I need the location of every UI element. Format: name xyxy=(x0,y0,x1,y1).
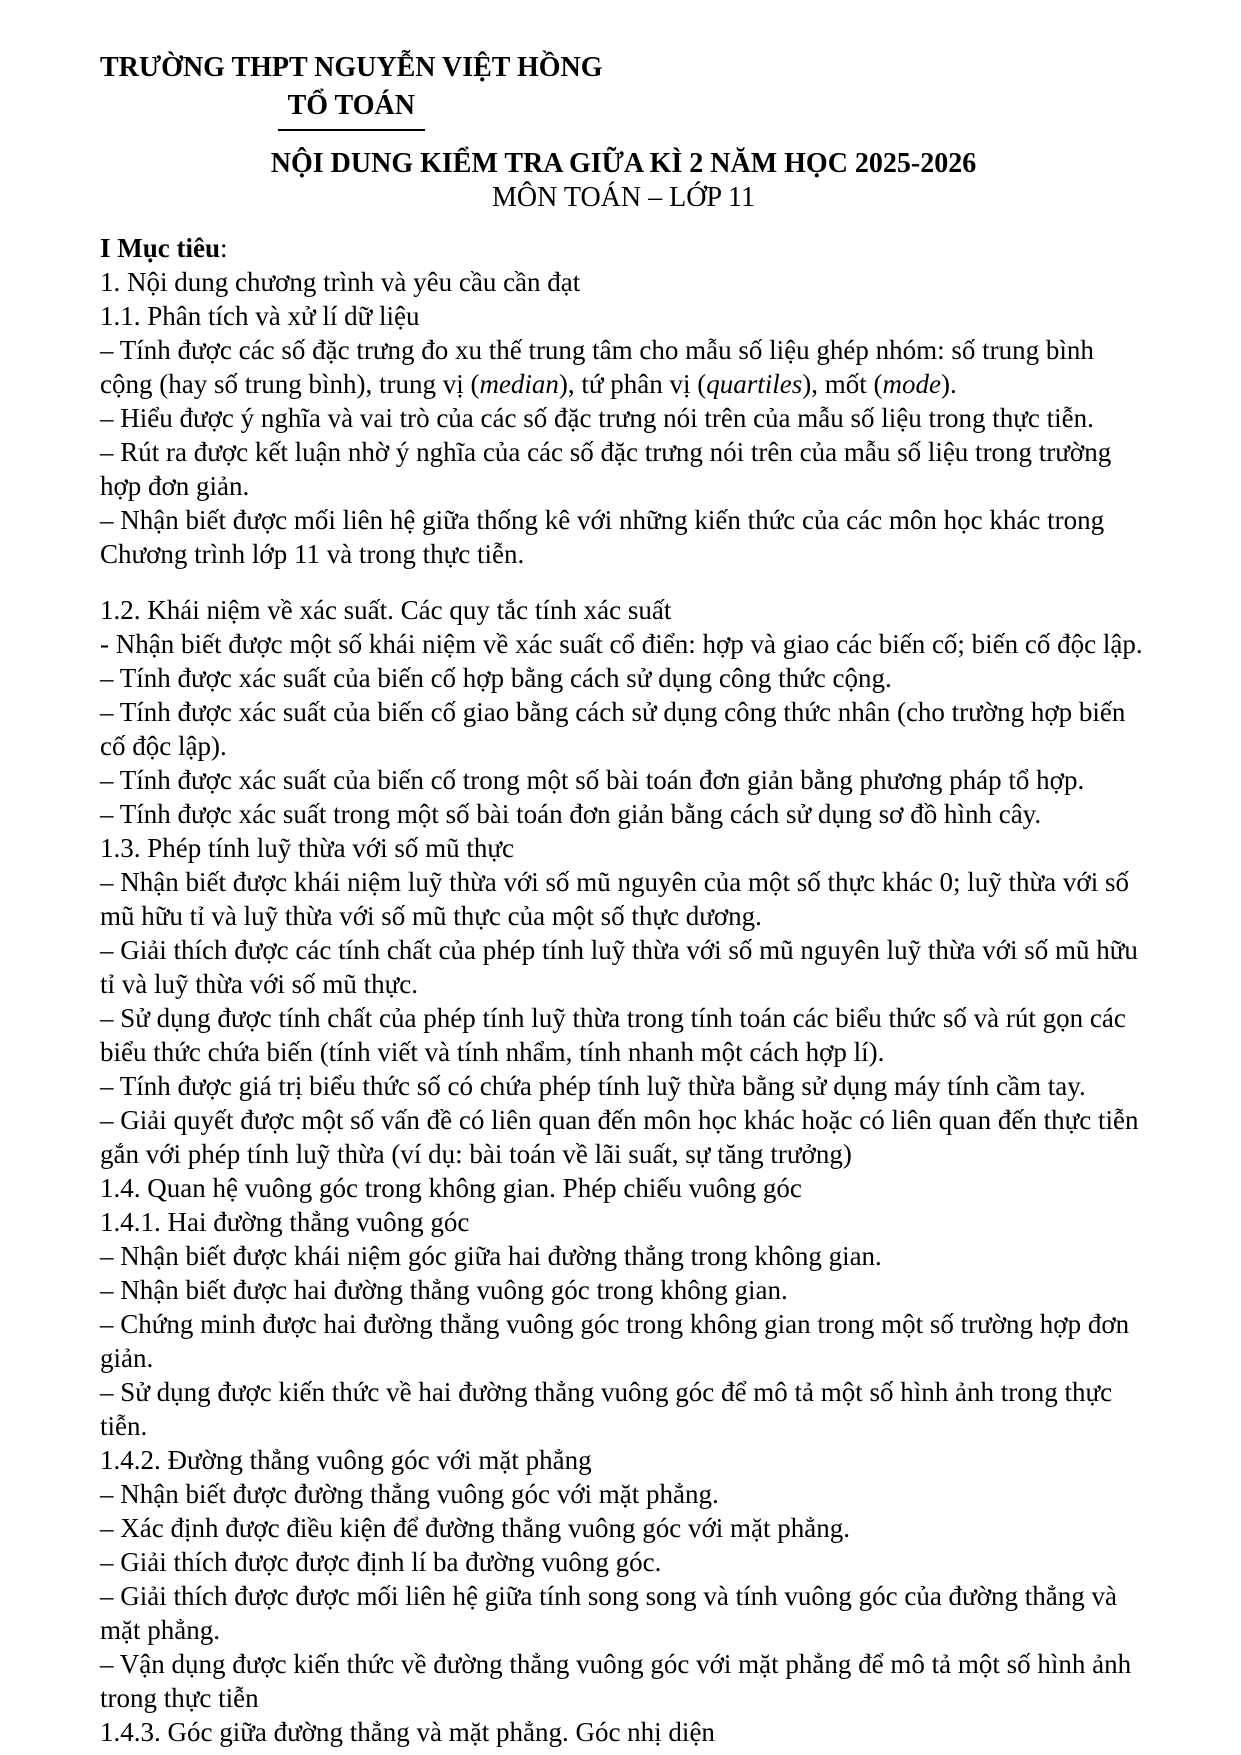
text-segment: – Vận dụng được kiến thức về đường thẳng vuông góc với mặt phẳng để mô tả một số hình ảnh trong thực tiễn xyxy=(100,1649,1132,1713)
bullet-item xyxy=(100,695,1147,763)
bullet-item xyxy=(100,1477,1147,1511)
italic-term: mode xyxy=(882,369,942,399)
subsection-heading xyxy=(100,1715,1147,1749)
text-segment: 1.4. Quan hệ vuông góc trong không gian. Phép chiếu vuông góc xyxy=(100,1173,802,1203)
text-segment: – Nhận biết được khái niệm góc giữa hai đường thẳng trong không gian. xyxy=(100,1241,882,1271)
text-segment: – Chứng minh được hai đường thẳng vuông góc trong không gian trong một số trường hợp đơn giản. xyxy=(100,1309,1130,1373)
subsection-heading xyxy=(100,831,1147,865)
text-segment: 1.4.2. Đường thẳng vuông góc với mặt phẳng xyxy=(100,1445,592,1475)
text-segment: – Sử dụng được kiến thức về hai đường thẳng vuông góc để mô tả một số hình ảnh trong thực tiễn. xyxy=(100,1377,1113,1441)
text-segment: – Nhận biết được hai đường thẳng vuông góc trong không gian. xyxy=(100,1275,788,1305)
objectives-heading-colon: : xyxy=(219,233,228,263)
text-segment: – Xác định được điều kiện để đường thẳng vuông góc với mặt phẳng. xyxy=(100,1513,850,1543)
school-name: TRƯỜNG THPT NGUYỄN VIỆT HỒNG xyxy=(100,52,603,83)
text-segment: – Hiểu được ý nghĩa và vai trò của các số đặc trưng nói trên của mẫu số liệu trong thực tiễn. xyxy=(100,403,1094,433)
subsection-heading xyxy=(100,1205,1147,1239)
department-line xyxy=(100,88,603,131)
text-segment: 1.3. Phép tính luỹ thừa với số mũ thực xyxy=(100,833,515,863)
text-segment: – Nhận biết được khái niệm luỹ thừa với số mũ nguyên của một số thực khác 0; luỹ thừa với số mũ hữu tỉ và luỹ thừa với số mũ thực của một số thực dương. xyxy=(100,867,1129,931)
text-segment: – Tính được xác suất của biến cố trong một số bài toán đơn giản bằng phương pháp tổ hợp. xyxy=(100,765,1085,795)
bullet-item xyxy=(100,627,1147,661)
objectives-heading xyxy=(100,231,1147,265)
text-segment: 1.2. Khái niệm về xác suất. Các quy tắc tính xác suất xyxy=(100,595,672,625)
bullet-item xyxy=(100,401,1147,435)
bullet-item xyxy=(100,797,1147,831)
bullet-item xyxy=(100,1307,1147,1375)
text-segment: – Sử dụng được tính chất của phép tính luỹ thừa trong tính toán các biểu thức số và rút gọn các biểu thức chứa biến (tính viết và tính nhẩm, tính nhanh một cách hợp lí). xyxy=(100,1003,1126,1067)
text-segment: – Giải quyết được một số vấn đề có liên quan đến môn học khác hoặc có liên quan đến thực tiễn gắn với phép tính luỹ thừa (ví dụ: bài toán về lãi suất, sự tăng trưởng) xyxy=(100,1105,1139,1169)
bullet-item xyxy=(100,1103,1147,1171)
bullet-item xyxy=(100,503,1147,571)
text-segment: 1.4.1. Hai đường thẳng vuông góc xyxy=(100,1207,470,1237)
text-segment: ). xyxy=(941,369,957,399)
paragraph-list xyxy=(100,265,1147,1749)
bullet-item xyxy=(100,1545,1147,1579)
title-block xyxy=(100,147,1147,215)
subsection-heading xyxy=(100,299,1147,333)
bullet-item xyxy=(100,1069,1147,1103)
bullet-item xyxy=(100,1647,1147,1715)
text-segment: – Tính được xác suất của biến cố hợp bằng cách sử dụng công thức cộng. xyxy=(100,663,892,693)
text-segment: – Giải thích được các tính chất của phép tính luỹ thừa với số mũ nguyên luỹ thừa với số mũ hữu tỉ và luỹ thừa với số mũ thực. xyxy=(100,935,1138,999)
subsection-heading xyxy=(100,593,1147,627)
text-segment: – Giải thích được được mối liên hệ giữa tính song song và tính vuông góc của đường thẳng và mặt phẳng. xyxy=(100,1581,1117,1645)
text-segment: – Tính được xác suất của biến cố giao bằng cách sử dụng công thức nhân (cho trường hợp biến cố độc lập). xyxy=(100,697,1126,761)
italic-term: quartiles xyxy=(706,369,803,399)
bullet-item xyxy=(100,1001,1147,1069)
text-segment: – Giải thích được được định lí ba đường vuông góc. xyxy=(100,1547,662,1577)
subsection-heading xyxy=(100,1443,1147,1477)
bullet-item xyxy=(100,1239,1147,1273)
bullet-item xyxy=(100,1375,1147,1443)
bullet-item xyxy=(100,1273,1147,1307)
department-name: TỔ TOÁN xyxy=(278,89,425,131)
text-segment: 1.1. Phân tích và xử lí dữ liệu xyxy=(100,301,420,331)
document-header xyxy=(100,50,603,131)
italic-term: median xyxy=(479,369,559,399)
bullet-item xyxy=(100,865,1147,933)
subsection-heading xyxy=(100,1171,1147,1205)
bullet-item xyxy=(100,763,1147,797)
bullet-item xyxy=(100,1511,1147,1545)
text-segment: – Tính được các số đặc trưng đo xu thế trung tâm cho mẫu số liệu ghép nhóm: số trung bình cộng (hay số trung bình), trung vị ( xyxy=(100,335,1094,399)
text-segment: – Nhận biết được đường thẳng vuông góc với mặt phẳng. xyxy=(100,1479,719,1509)
text-segment: 1. Nội dung chương trình và yêu cầu cần đạt xyxy=(100,267,581,297)
document-subtitle: MÔN TOÁN – LỚP 11 xyxy=(492,182,755,213)
document-body xyxy=(100,231,1147,1749)
objectives-heading-text: I Mục tiêu xyxy=(100,233,220,263)
text-segment: – Tính được giá trị biểu thức số có chứa phép tính luỹ thừa bằng sử dụng máy tính cầm tay. xyxy=(100,1071,1086,1101)
bullet-item xyxy=(100,435,1147,503)
text-segment: 1.4.3. Góc giữa đường thẳng và mặt phẳng. Góc nhị diện xyxy=(100,1717,715,1747)
text-segment: – Nhận biết được mối liên hệ giữa thống kê với những kiến thức của các môn học khác trong Chương trình lớp 11 và trong thực tiễn. xyxy=(100,505,1105,569)
bullet-item xyxy=(100,1579,1147,1647)
text-segment: – Tính được xác suất trong một số bài toán đơn giản bằng cách sử dụng sơ đồ hình cây. xyxy=(100,799,1042,829)
bullet-item xyxy=(100,661,1147,695)
bullet-item xyxy=(100,933,1147,1001)
text-segment: - Nhận biết được một số khái niệm về xác suất cổ điển: hợp và giao các biến cố; biến cố độc lập. xyxy=(100,629,1143,659)
bullet-item xyxy=(100,333,1147,401)
document-title: NỘI DUNG KIỂM TRA GIỮA KÌ 2 NĂM HỌC 2025-2026 xyxy=(270,148,977,179)
text-segment: – Rút ra được kết luận nhờ ý nghĩa của các số đặc trưng nói trên của mẫu số liệu trong trường hợp đơn giản. xyxy=(100,437,1112,501)
text-segment: ), mốt ( xyxy=(802,369,883,399)
text-segment: ), tứ phân vị ( xyxy=(558,369,707,399)
subsection-heading xyxy=(100,265,1147,299)
